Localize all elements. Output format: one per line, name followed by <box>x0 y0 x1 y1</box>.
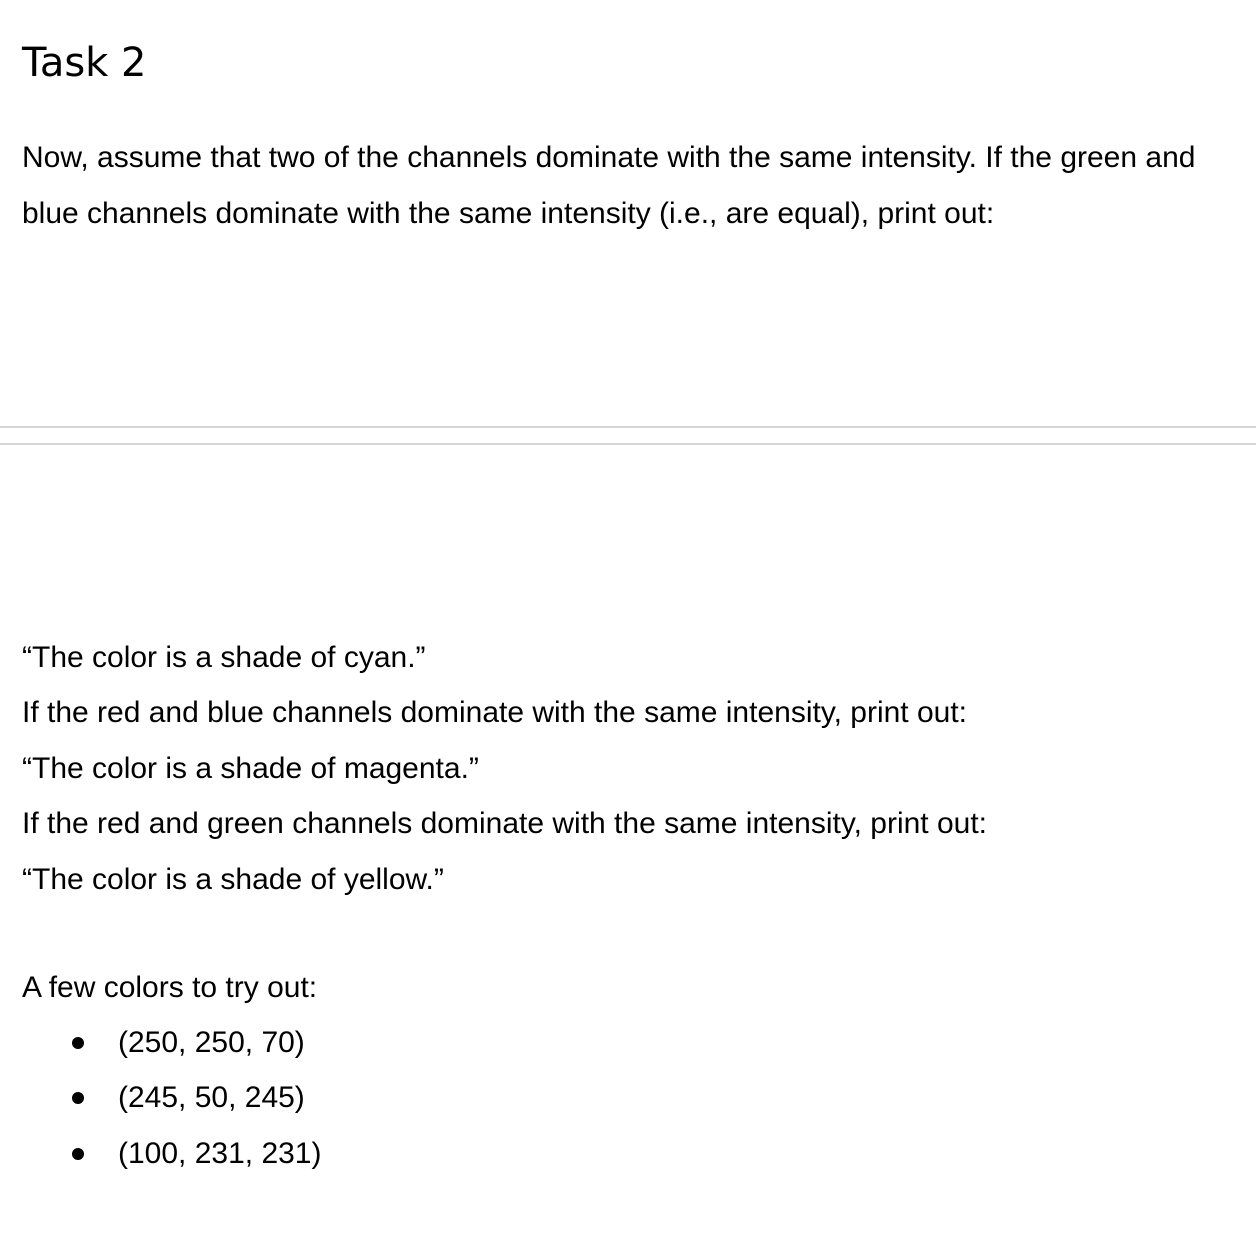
bullet-icon <box>72 1148 84 1160</box>
yellow-condition-line: If the red and green channels dominate with the same intensity, print out: <box>22 807 988 841</box>
colors-heading: A few colors to try out: <box>22 971 318 1004</box>
colors-list <box>0 1015 321 1181</box>
bullet-icon <box>72 1037 84 1049</box>
color-value: (245, 50, 245) <box>118 1081 305 1115</box>
bullet-icon <box>72 1092 84 1104</box>
cyan-output-line: “The color is a shade of cyan.” <box>22 641 426 674</box>
list-item <box>0 1015 321 1070</box>
intro-paragraph: Now, assume that two of the channels dominate with the same intensity. If the green and blue channels dominate with the same intensity (i.e., are equal), print out: <box>22 141 1196 230</box>
page-title: Task 2 <box>22 40 147 86</box>
page-break <box>0 426 1256 445</box>
color-value: (250, 250, 70) <box>118 1026 305 1059</box>
color-value: (100, 231, 231) <box>118 1136 322 1170</box>
magenta-condition-line: If the red and blue channels dominate with the same intensity, print out: <box>22 696 967 730</box>
magenta-output-line: “The color is a shade of magenta.” <box>22 751 479 785</box>
list-item <box>0 1126 321 1181</box>
list-item <box>0 1070 321 1125</box>
instruction-lines <box>22 630 987 907</box>
yellow-output-line: “The color is a shade of yellow.” <box>22 862 444 896</box>
page-top <box>0 0 1256 428</box>
